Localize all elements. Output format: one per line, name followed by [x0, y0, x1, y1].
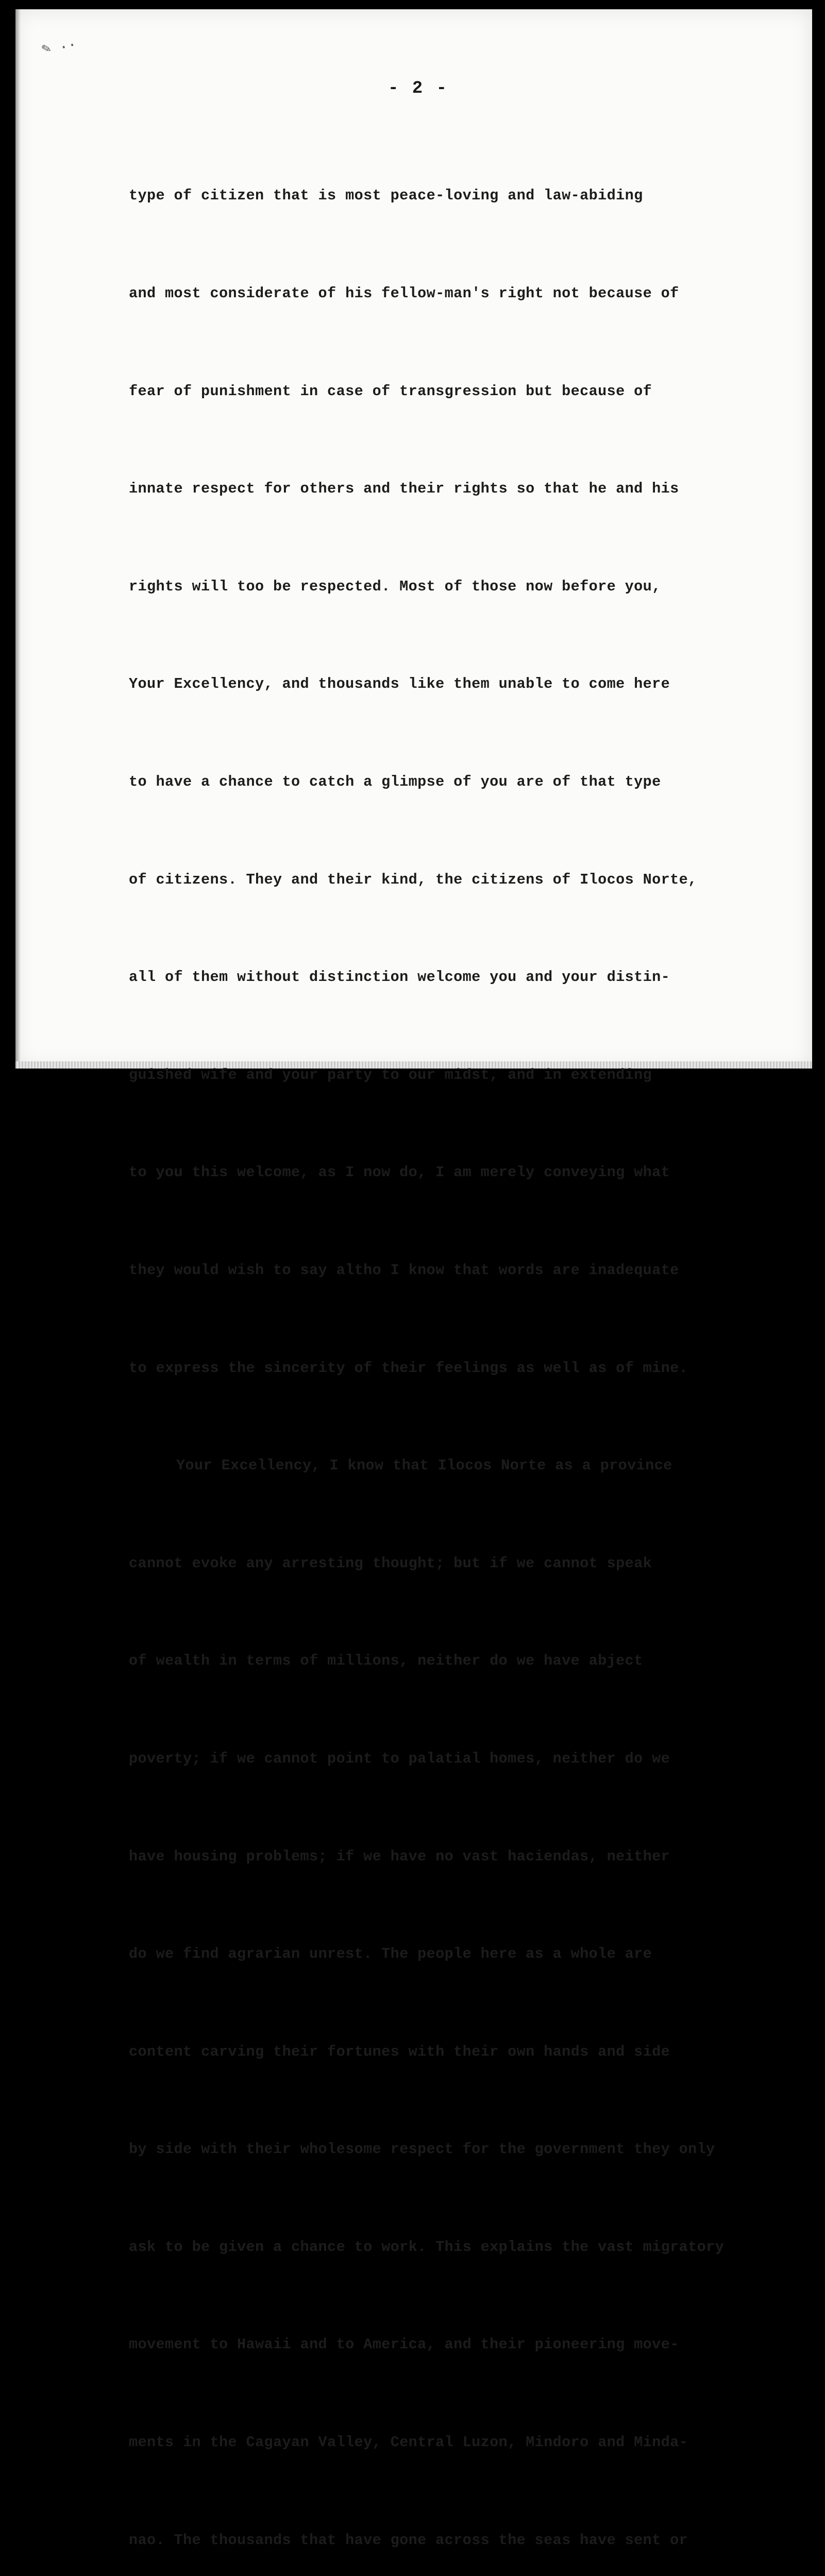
text-line: type of citizen that is most peace-loving and law-abiding: [129, 187, 643, 205]
page-number: - 2 -: [388, 79, 449, 98]
text-line: cannot evoke any arresting thought; but if we cannot speak: [129, 1554, 652, 1572]
text-line: nao. The thousands that have gone across the seas have sent or: [129, 2531, 688, 2549]
text-line: rights will too be respected. Most of those now before you,: [129, 578, 661, 595]
text-line: ask to be given a chance to work. This explains the vast migratory: [129, 2238, 725, 2256]
stray-pencil-mark: ✎ ..: [39, 31, 78, 58]
page-shadow-edge: [15, 9, 21, 1069]
text-line: to express the sincerity of their feelings as well as of mine.: [129, 1359, 688, 1377]
text-line: of wealth in terms of millions, neither do we have abject: [129, 1652, 643, 1670]
body-text: [129, 114, 724, 2576]
text-line: have housing problems; if we have no vast haciendas, neither: [129, 1848, 670, 1865]
text-line: by side with their wholesome respect for the government they only: [129, 2141, 715, 2158]
text-line: to have a chance to catch a glimpse of you are of that type: [129, 773, 661, 790]
text-line: movement to Hawaii and to America, and their pioneering move-: [129, 2336, 679, 2353]
text-line: fear of punishment in case of transgression but because of: [129, 382, 652, 400]
text-line: content carving their fortunes with their own hands and side: [129, 2043, 670, 2060]
text-line: do we find agrarian unrest. The people here as a whole are: [129, 1945, 652, 1963]
text-line: innate respect for others and their rights so that he and his: [129, 480, 679, 498]
text-line: to you this welcome, as I now do, I am merely conveying what: [129, 1164, 670, 1181]
text-line: and most considerate of his fellow-man's right not because of: [129, 285, 679, 302]
text-line: ments in the Cagayan Valley, Central Luzon, Mindoro and Minda-: [129, 2434, 688, 2451]
text-line: poverty; if we cannot point to palatial homes, neither do we: [129, 1750, 670, 1767]
text-line: Your Excellency, and thousands like them unable to come here: [129, 675, 670, 693]
paragraph-first-line: Your Excellency, I know that Ilocos Norte as a province: [176, 1457, 672, 1475]
text-line: they would wish to say altho I know that words are inadequate: [129, 1261, 679, 1279]
text-line: guished wife and your party to our midst, and in extending: [129, 1066, 652, 1083]
text-line: all of them without distinction welcome you and your distin-: [129, 969, 670, 986]
text-line: of citizens. They and their kind, the citizens of Ilocos Norte,: [129, 871, 697, 888]
